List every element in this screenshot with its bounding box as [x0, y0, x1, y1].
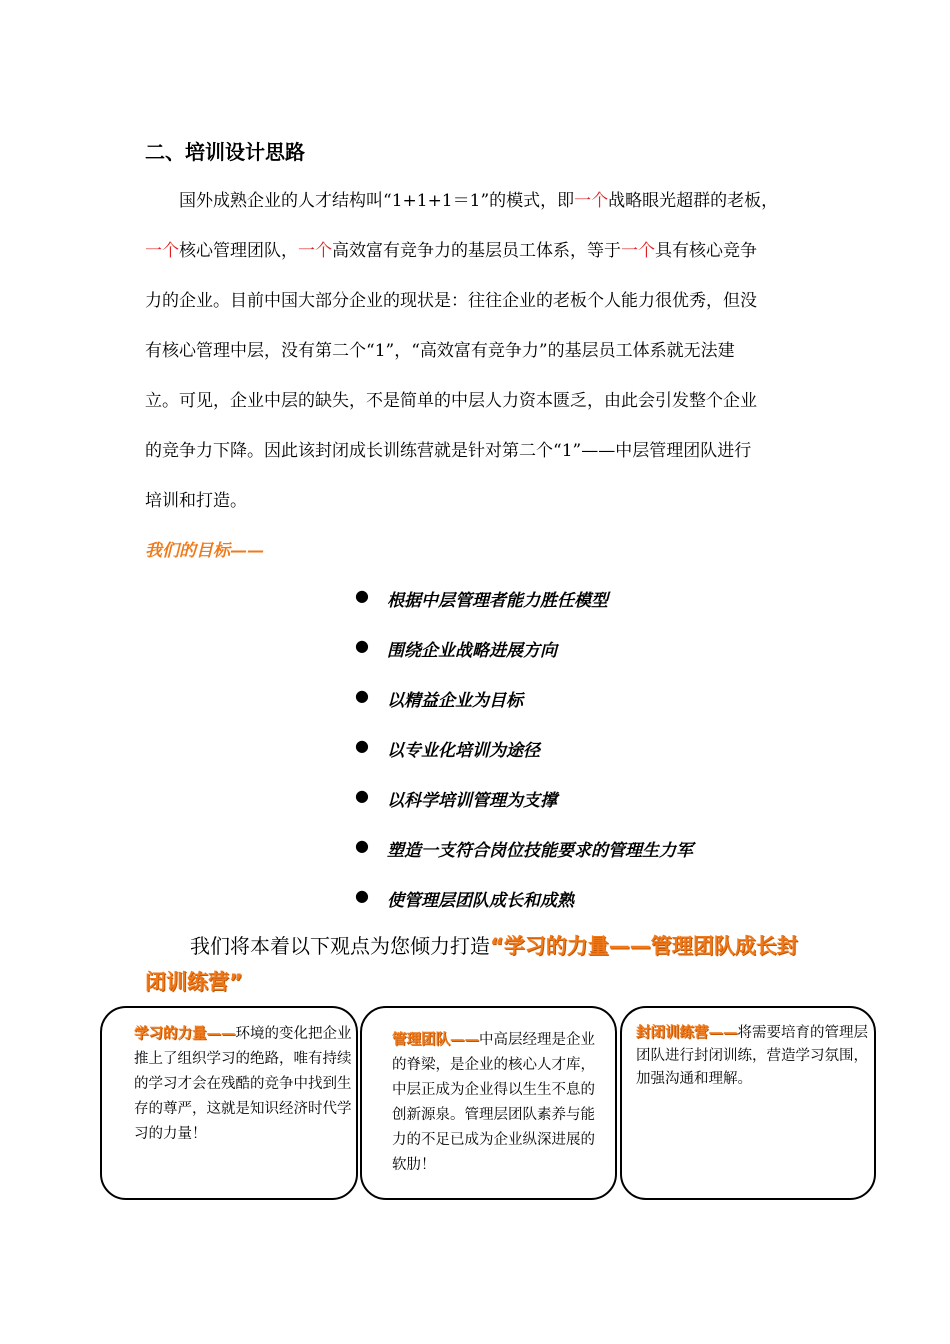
paragraph-line	[145, 226, 845, 276]
bullet-icon: ●	[355, 636, 369, 655]
goal-item	[355, 586, 693, 636]
paragraph-line: 立。可见，企业中层的缺失，不是简单的中层人力资本匮乏，由此会引发整个企业	[145, 391, 757, 411]
card-title: 管理团队——	[392, 1032, 479, 1048]
text-run: 战略眼光超群的老板，	[608, 191, 779, 211]
text-run: 国外成熟企业的人才结构叫“1+1+1＝1”的模式，即	[179, 191, 575, 211]
management-team-card	[360, 1006, 617, 1200]
goal-text: 以专业化培训为途径	[387, 741, 540, 761]
bullet-icon: ●	[355, 736, 369, 755]
bullet-icon: ●	[355, 886, 369, 905]
goal-item	[355, 786, 693, 836]
bullet-icon: ●	[355, 686, 369, 705]
goal-item	[355, 686, 693, 736]
card-title: 封闭训练营——	[636, 1025, 738, 1041]
intro-text: 我们将本着以下观点为您倾力打造	[190, 934, 490, 958]
intro-line	[190, 930, 798, 960]
design-paragraph	[145, 176, 845, 526]
text-run: 核心管理团队，	[179, 241, 298, 261]
card-text	[392, 1028, 607, 1178]
goal-text: 使管理层团队成长和成熟	[387, 891, 574, 911]
goal-text: 根据中层管理者能力胜任模型	[387, 591, 608, 611]
goal-item	[355, 836, 693, 886]
goals-title: 我们的目标——	[145, 541, 264, 561]
text-run: 高效富有竞争力的基层员工体系，等于	[332, 241, 621, 261]
card-body: 中高层经理是企业的脊梁，是企业的核心人才库，中层正成为企业得以生生不息的创新源泉。管理层团队素养与能力的不足已成为企业纵深进展的软肋！	[392, 1032, 595, 1173]
intro-line-continued	[145, 966, 243, 996]
training-camp-card	[620, 1006, 876, 1200]
card-title: 学习的力量——	[134, 1026, 236, 1042]
paragraph-line	[145, 176, 845, 226]
goal-text: 塑造一支符合岗位技能要求的管理生力军	[387, 841, 693, 861]
paragraph-line: 有核心管理中层，没有第二个“1”，“高效富有竞争力”的基层员工体系就无法建	[145, 341, 735, 361]
goal-text: 以科学培训管理为支撑	[387, 791, 557, 811]
goal-text: 围绕企业战略进展方向	[387, 641, 557, 661]
card-text	[636, 1022, 872, 1091]
goal-item	[355, 736, 693, 786]
paragraph-line: 力的企业。目前中国大部分企业的现状是：往往企业的老板个人能力很优秀，但没	[145, 291, 757, 311]
card-body: 将需要培育的管理层团队进行封闭训练，营造学习氛围，加强沟通和理解。	[636, 1025, 868, 1087]
highlight-text: 一个	[574, 191, 609, 211]
bullet-icon: ●	[355, 586, 369, 605]
highlight-text: 一个	[621, 241, 655, 261]
paragraph-line: 培训和打造。	[145, 491, 247, 511]
learning-power-card	[100, 1006, 358, 1200]
goal-text: 以精益企业为目标	[387, 691, 523, 711]
campaign-title: “学习的力量——管理团队成长封	[490, 934, 798, 958]
highlight-text: 一个	[298, 241, 332, 261]
section-heading: 二、培训设计思路	[145, 140, 305, 164]
campaign-title-continued: 闭训练营”	[145, 970, 243, 994]
paragraph-line: 的竞争力下降。因此该封闭成长训练营就是针对第二个“1”——中层管理团队进行	[145, 441, 752, 461]
highlight-text: 一个	[145, 241, 179, 261]
card-text	[134, 1022, 352, 1147]
goals-list	[355, 586, 693, 936]
card-body: 环境的变化把企业推上了组织学习的绝路，唯有持续的学习才会在残酷的竞争中找到生存的尊严，这就是知识经济时代学习的力量！	[134, 1026, 352, 1142]
goal-item	[355, 886, 693, 936]
bullet-icon: ●	[355, 786, 369, 805]
text-run: 具有核心竞争	[655, 241, 757, 261]
bullet-icon: ●	[355, 836, 369, 855]
goal-item	[355, 636, 693, 686]
